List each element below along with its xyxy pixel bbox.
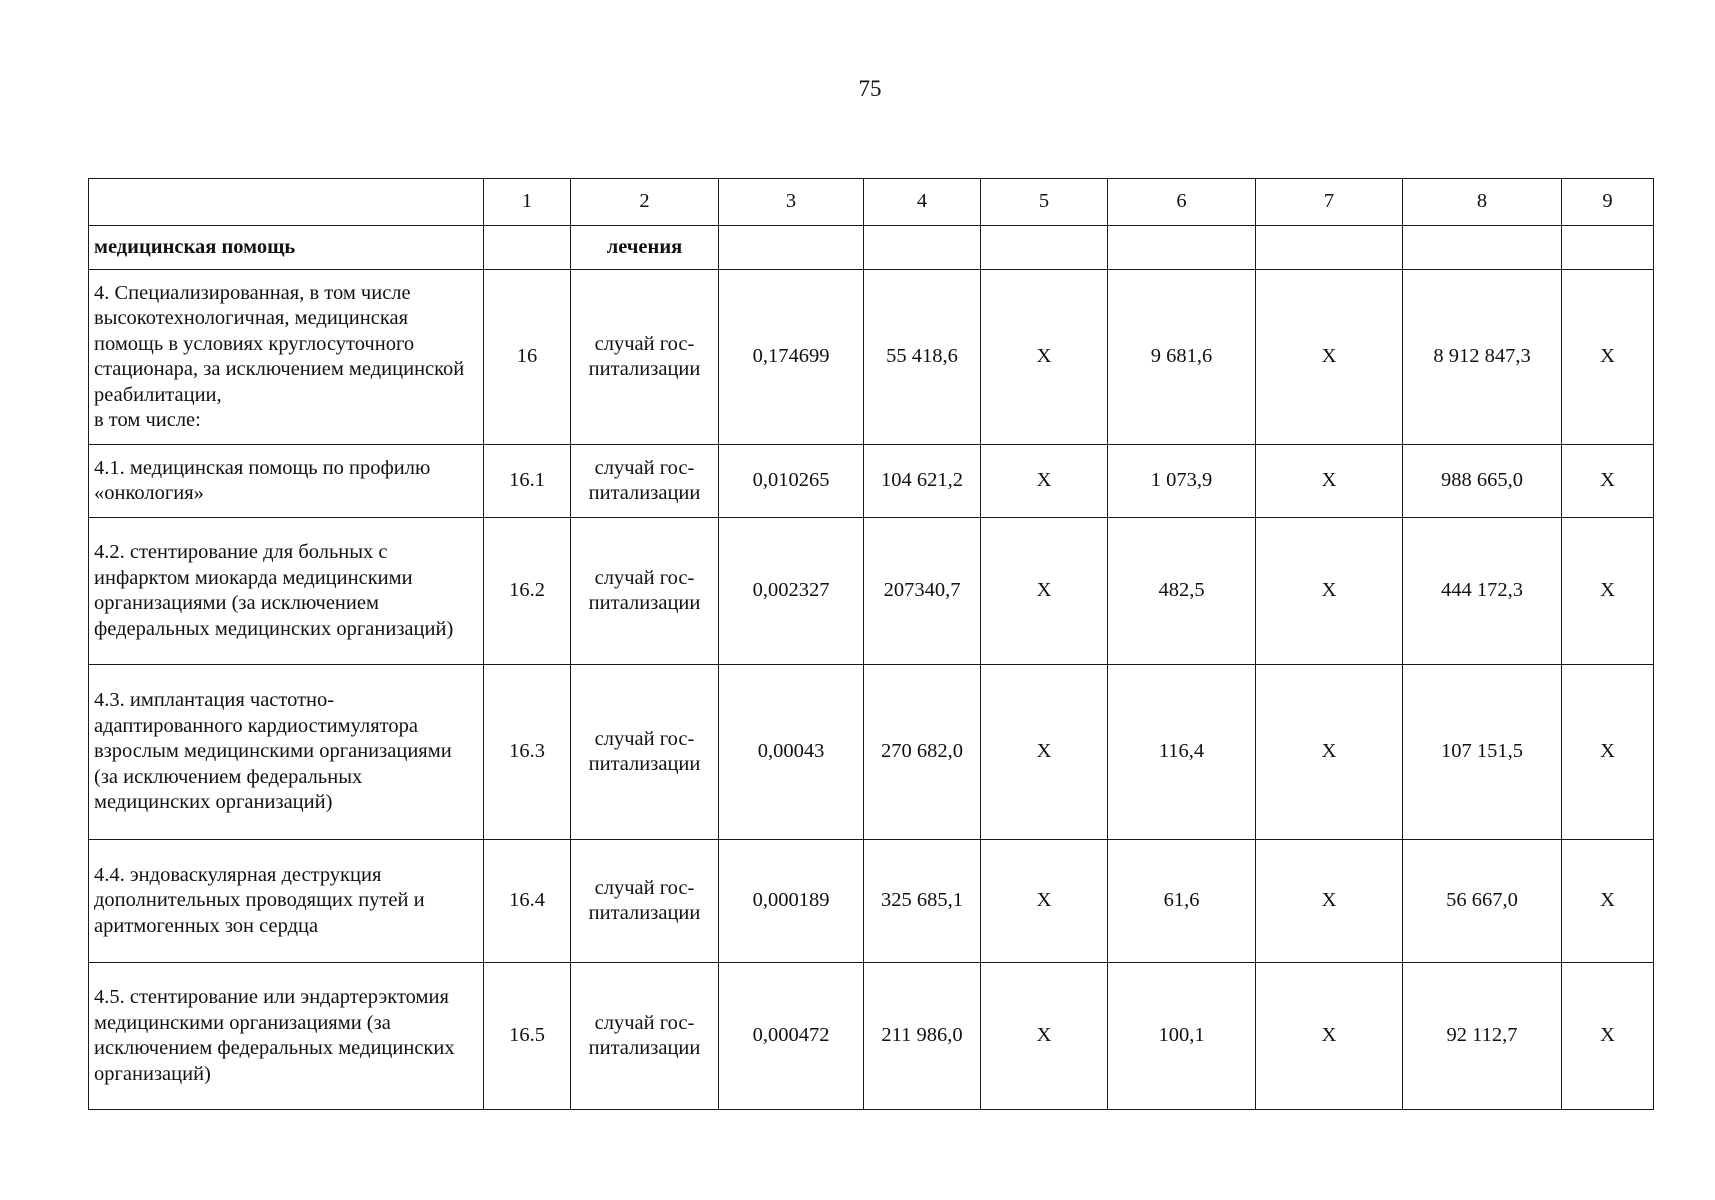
col-7-value: X (1256, 963, 1403, 1110)
medical-care-table (88, 178, 1654, 1110)
header-cell: 7 (1256, 179, 1403, 226)
col-3-value: 0,00043 (719, 665, 864, 840)
col-4-value: 104 621,2 (864, 445, 981, 518)
table-row (89, 840, 1654, 963)
col-7-value: X (1256, 445, 1403, 518)
col-5-value: X (981, 665, 1108, 840)
col-6-value: 116,4 (1108, 665, 1256, 840)
col-7-value: X (1256, 840, 1403, 963)
table-row (89, 445, 1654, 518)
header-cell: 9 (1562, 179, 1654, 226)
table-cell (981, 226, 1108, 270)
column-number-header-row (89, 179, 1654, 226)
unit-of-measure: случай гос- питализации (571, 665, 719, 840)
col-8-value: 56 667,0 (1403, 840, 1562, 963)
header-cell: 3 (719, 179, 864, 226)
col-5-value: X (981, 270, 1108, 445)
table-cell (1403, 226, 1562, 270)
table-cell (1256, 226, 1403, 270)
row-name: 4.4. эндоваскулярная деструкция дополнительных проводящих путей и аритмогенных зон сердца (89, 840, 484, 963)
row-number: 16.2 (484, 518, 571, 665)
header-cell: 8 (1403, 179, 1562, 226)
col-3-value: 0,000472 (719, 963, 864, 1110)
header-cell: 5 (981, 179, 1108, 226)
row-name: 4. Специализированная, в том числе высокотехнологичная, медицинская помощь в условиях круглосуточного стационара, за исключением медицинской реабилитации, в том числе: (89, 270, 484, 445)
header-cell (89, 179, 484, 226)
row-name: 4.5. стентирование или эндартерэктомия медицинскими организациями (за исключением федеральных медицинских организаций) (89, 963, 484, 1110)
col-3-value: 0,002327 (719, 518, 864, 665)
table-cell (719, 226, 864, 270)
col-4-value: 325 685,1 (864, 840, 981, 963)
col-3-value: 0,010265 (719, 445, 864, 518)
unit-of-measure: случай гос- питализации (571, 963, 719, 1110)
col-5-value: X (981, 518, 1108, 665)
col-7-value: X (1256, 518, 1403, 665)
col-6-value: 100,1 (1108, 963, 1256, 1110)
row-name: 4.2. стентирование для больных с инфарктом миокарда медицинскими организациями (за исключением федеральных медицинских организаций) (89, 518, 484, 665)
continued-row-name: медицинская помощь (89, 226, 484, 270)
unit-of-measure: случай гос- питализации (571, 840, 719, 963)
unit-of-measure: случай гос- питализации (571, 445, 719, 518)
header-cell: 6 (1108, 179, 1256, 226)
table-cell (484, 226, 571, 270)
col-9-value: X (1562, 840, 1654, 963)
col-7-value: X (1256, 665, 1403, 840)
col-9-value: X (1562, 665, 1654, 840)
col-6-value: 9 681,6 (1108, 270, 1256, 445)
row-number: 16.5 (484, 963, 571, 1110)
col-5-value: X (981, 840, 1108, 963)
col-4-value: 207340,7 (864, 518, 981, 665)
col-9-value: X (1562, 518, 1654, 665)
col-8-value: 988 665,0 (1403, 445, 1562, 518)
row-number: 16.4 (484, 840, 571, 963)
col-7-value: X (1256, 270, 1403, 445)
col-8-value: 8 912 847,3 (1403, 270, 1562, 445)
col-4-value: 55 418,6 (864, 270, 981, 445)
table-row (89, 665, 1654, 840)
col-9-value: X (1562, 270, 1654, 445)
unit-of-measure: случай гос- питализации (571, 518, 719, 665)
col-4-value: 211 986,0 (864, 963, 981, 1110)
col-6-value: 61,6 (1108, 840, 1256, 963)
table-row (89, 963, 1654, 1110)
table-row (89, 270, 1654, 445)
row-number: 16.1 (484, 445, 571, 518)
table-cell (1562, 226, 1654, 270)
continued-row (89, 226, 1654, 270)
table-cell (864, 226, 981, 270)
col-3-value: 0,174699 (719, 270, 864, 445)
col-9-value: X (1562, 963, 1654, 1110)
row-number: 16.3 (484, 665, 571, 840)
col-8-value: 444 172,3 (1403, 518, 1562, 665)
col-6-value: 1 073,9 (1108, 445, 1256, 518)
header-cell: 1 (484, 179, 571, 226)
col-8-value: 107 151,5 (1403, 665, 1562, 840)
row-name: 4.3. имплантация частотно-адаптированного кардиостимулятора взрослым медицинскими организациями (за исключением федеральных медицинских организаций) (89, 665, 484, 840)
col-8-value: 92 112,7 (1403, 963, 1562, 1110)
table-cell (1108, 226, 1256, 270)
continued-row-unit: лечения (571, 226, 719, 270)
header-cell: 2 (571, 179, 719, 226)
unit-of-measure: случай гос- питализации (571, 270, 719, 445)
col-4-value: 270 682,0 (864, 665, 981, 840)
col-5-value: X (981, 963, 1108, 1110)
table-row (89, 518, 1654, 665)
header-cell: 4 (864, 179, 981, 226)
col-5-value: X (981, 445, 1108, 518)
row-name: 4.1. медицинская помощь по профилю «онкология» (89, 445, 484, 518)
row-number: 16 (484, 270, 571, 445)
page-number: 75 (858, 76, 882, 101)
col-6-value: 482,5 (1108, 518, 1256, 665)
col-9-value: X (1562, 445, 1654, 518)
col-3-value: 0,000189 (719, 840, 864, 963)
